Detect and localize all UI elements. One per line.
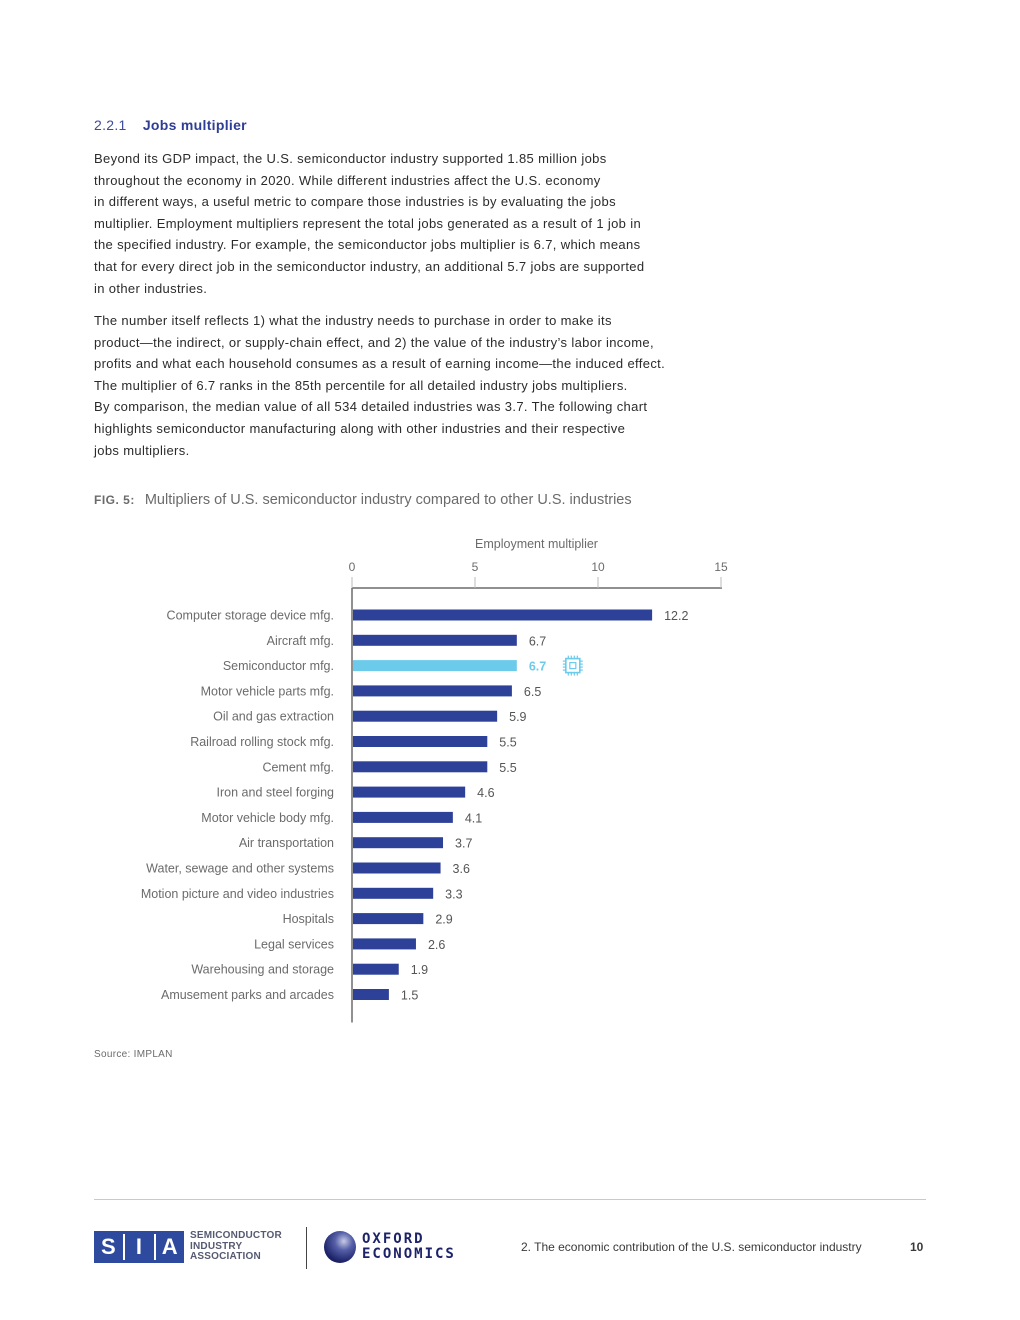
bar — [353, 660, 517, 671]
oxford-economics-logo — [324, 1231, 456, 1263]
category-label: Railroad rolling stock mfg. — [190, 735, 334, 749]
bar — [353, 913, 423, 924]
value-label: 4.1 — [464, 811, 483, 826]
sia-text-line: INDUSTRY — [190, 1240, 243, 1252]
paragraph-line: Beyond its GDP impact, the U.S. semiconductor industry supported 1.85 million jobs — [94, 151, 607, 166]
category-label: Hospitals — [282, 912, 334, 927]
category-label: Legal services — [254, 937, 334, 952]
paragraph-line: multiplier. Employment multipliers represent the total jobs generated as a result of 1 job in — [94, 215, 642, 231]
value-label: 6.7 — [528, 659, 547, 674]
value-label: 2.6 — [427, 937, 446, 952]
bar — [353, 888, 433, 899]
sia-logo-mark — [94, 1231, 184, 1263]
bar — [353, 736, 487, 747]
bar — [353, 635, 517, 646]
category-label: Computer storage device mfg. — [166, 608, 334, 623]
value-label: 12.2 — [664, 609, 689, 623]
bar — [353, 837, 443, 848]
sia-logo — [94, 1231, 282, 1263]
globe-icon — [324, 1231, 356, 1263]
value-label: 3.7 — [455, 836, 473, 851]
category-label: Motor vehicle body mfg. — [201, 810, 334, 825]
sia-letter: S — [100, 1234, 116, 1259]
value-label: 2.9 — [435, 912, 453, 927]
bar — [353, 964, 399, 975]
page-number: 10 — [910, 1240, 924, 1254]
bar — [353, 787, 465, 798]
paragraph-line: profits and what each household consumes as a result of earning income—the induced effect. — [94, 356, 666, 372]
sia-text-line: ASSOCIATION — [190, 1251, 261, 1263]
figure-label: FIG. 5: — [94, 493, 135, 507]
source-note: Source: IMPLAN — [94, 1049, 173, 1060]
category-label: Iron and steel forging — [216, 785, 334, 800]
sia-letter: A — [154, 1234, 184, 1260]
category-label: Air transportation — [238, 836, 334, 851]
value-label: 5.5 — [499, 735, 517, 750]
paragraph-line: in other industries. — [94, 280, 208, 296]
value-label: 5.5 — [499, 760, 517, 775]
bar — [353, 989, 389, 1000]
paragraph-line: in different ways, a useful metric to compare those industries is by evaluating the jobs — [94, 194, 616, 210]
value-label: 5.9 — [509, 710, 527, 725]
bar — [353, 685, 512, 696]
x-tick-label: 5 — [471, 560, 479, 574]
category-label: Amusement parks and arcades — [160, 988, 334, 1002]
bar — [353, 938, 416, 949]
value-label: 1.9 — [410, 963, 429, 978]
paragraph-line: By comparison, the median value of all 534 detailed industries was 3.7. The following chart — [94, 399, 648, 415]
paragraph-line: throughout the economy in 2020. While different industries affect the U.S. economy — [94, 172, 601, 188]
figure-caption-text: Multipliers of U.S. semiconductor industry compared to other U.S. industries — [144, 492, 632, 508]
value-label: 4.6 — [477, 786, 495, 801]
paragraph-line: The multiplier of 6.7 ranks in the 85th percentile for all detailed industry jobs multipliers. — [94, 377, 628, 393]
bar — [353, 610, 652, 621]
category-label: Cement mfg. — [262, 760, 334, 775]
paragraph-line: that for every direct job in the semiconductor industry, an additional 5.7 jobs are supported — [94, 258, 645, 274]
bar — [353, 863, 441, 874]
value-label: 3.3 — [445, 887, 463, 902]
category-label: Aircraft mfg. — [266, 633, 334, 648]
paragraph-line: highlights semiconductor manufacturing along with other industries and their respective — [94, 420, 626, 436]
section-number: 2.2.1 — [94, 117, 127, 133]
paragraph-line: jobs multipliers. — [94, 442, 190, 458]
value-label: 3.6 — [452, 862, 470, 876]
value-label: 6.7 — [528, 634, 547, 649]
category-label: Water, sewage and other systems — [146, 861, 334, 876]
paragraph-line: product—the indirect, or supply-chain effect, and 2) the value of the industry’s labor income, — [94, 334, 654, 350]
logo-divider — [306, 1227, 307, 1269]
category-label: Motion picture and video industries — [140, 886, 334, 901]
oxford-logo-text — [362, 1232, 456, 1262]
oxford-text-line: OXFORD — [362, 1231, 425, 1247]
x-tick-label: 0 — [348, 560, 356, 574]
bar — [353, 761, 487, 772]
bar — [353, 711, 497, 722]
category-label: Warehousing and storage — [191, 962, 334, 977]
bar — [353, 812, 453, 823]
oxford-text-line: ECONOMICS — [362, 1246, 456, 1262]
sia-letter: I — [123, 1234, 153, 1260]
sia-text-line: SEMICONDUCTOR — [190, 1230, 282, 1242]
footer-section-title: 2. The economic contribution of the U.S. semiconductor industry — [521, 1240, 862, 1254]
sia-logo-text — [190, 1231, 282, 1263]
x-tick-label: 15 — [714, 560, 728, 574]
category-label: Oil and gas extraction — [213, 709, 334, 724]
value-label: 1.5 — [400, 988, 419, 1003]
footer-divider — [94, 1199, 926, 1200]
value-label: 6.5 — [523, 684, 542, 699]
section-title: Jobs multiplier — [142, 117, 247, 133]
paragraph-line: The number itself reflects 1) what the industry needs to purchase in order to make its — [94, 313, 612, 328]
category-label: Motor vehicle parts mfg. — [200, 684, 334, 699]
category-label: Semiconductor mfg. — [222, 659, 334, 674]
x-axis-title: Employment multiplier — [475, 537, 598, 551]
microchip-icon — [563, 656, 583, 676]
x-tick-label: 10 — [591, 560, 605, 574]
paragraph-line: the specified industry. For example, the semiconductor jobs multiplier is 6.7, which means — [94, 237, 641, 253]
